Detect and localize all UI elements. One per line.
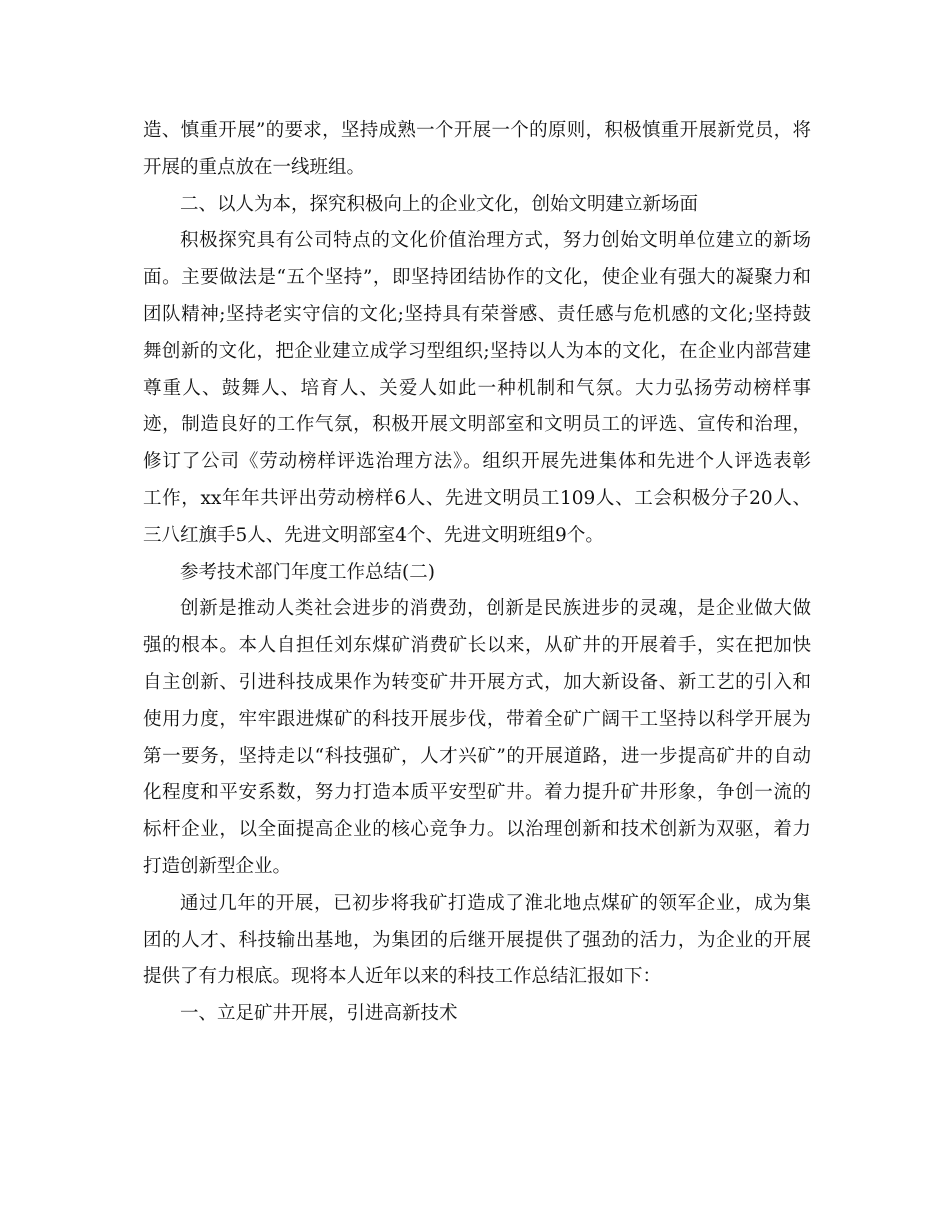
document-text-line: 使用力度，牢牢跟进煤矿的科技开展步伐，带着全矿广阔干工坚持以科学开展为 [143,708,811,730]
document-text-line: 工作，xx年年共评出劳动榜样6人、先进文明员工109人、工会积极分子20人、 [143,487,811,509]
document-text-line: 创新是推动人类社会进步的消费劲，创新是民族进步的灵魂，是企业做大做 [180,598,811,620]
document-text-line: 三八红旗手5人、先进文明部室4个、先进文明班组9个。 [143,524,604,546]
document-text-line: 二、以人为本，探究积极向上的企业文化，创始文明建立新场面 [180,193,699,215]
document-text-line: 自主创新、引进科技成果作为转变矿井开展方式，加大新设备、新工艺的引入和 [143,671,811,693]
document-text-line: 第一要务，坚持走以“科技强矿，人才兴矿”的开展道路，进一步提高矿井的自动 [143,745,811,767]
document-text-line: 尊重人、鼓舞人、培育人、关爱人如此一种机制和气氛。大力弘扬劳动榜样事 [143,377,811,399]
document-text-line: 通过几年的开展，已初步将我矿打造成了淮北地点煤矿的领军企业，成为集 [180,892,811,914]
document-text-line: 一、立足矿井开展，引进高新技术 [180,1003,458,1025]
document-text-line: 面。主要做法是“五个坚持”，即坚持团结协作的文化，使企业有强大的凝聚力和 [143,267,811,289]
document-body [143,113,811,1033]
document-text-line: 积极探究具有公司特点的文化价值治理方式，努力创始文明单位建立的新场 [180,230,811,252]
document-text-line: 打造创新型企业。 [143,855,292,877]
document-text-line: 提供了有力根底。现将本人近年以来的科技工作总结汇报如下： [143,966,662,988]
document-text-line: 团的人才、科技输出基地，为集团的后继开展提供了强劲的活力，为企业的开展 [143,929,811,951]
document-text-line: 开展的重点放在一线班组。 [143,156,366,178]
document-text-line: 参考技术部门年度工作总结(二) [180,561,435,583]
document-text-line: 强的根本。本人自担任刘东煤矿消费矿长以来，从矿井的开展着手，实在把加快 [143,635,811,657]
document-text-line: 造、慎重开展”的要求，坚持成熟一个开展一个的原则，积极慎重开展新党员，将 [143,120,811,141]
document-text-line: 修订了公司《劳动榜样评选治理方法》。组织开展先进集体和先进个人评选表彰 [143,451,811,473]
document-text-line: 团队精神;坚持老实守信的文化;坚持具有荣誉感、责任感与危机感的文化;坚持鼓 [143,303,811,325]
document-text-line: 标杆企业，以全面提高企业的核心竞争力。以治理创新和技术创新为双驱，着力 [143,819,811,841]
document-text-line: 迹，制造良好的工作气氛，积极开展文明部室和文明员工的评选、宣传和治理， [143,414,811,436]
document-text-line: 舞创新的文化，把企业建立成学习型组织;坚持以人为本的文化，在企业内部营建 [143,340,811,362]
document-text-line: 化程度和平安系数，努力打造本质平安型矿井。着力提升矿井形象，争创一流的 [143,782,811,804]
